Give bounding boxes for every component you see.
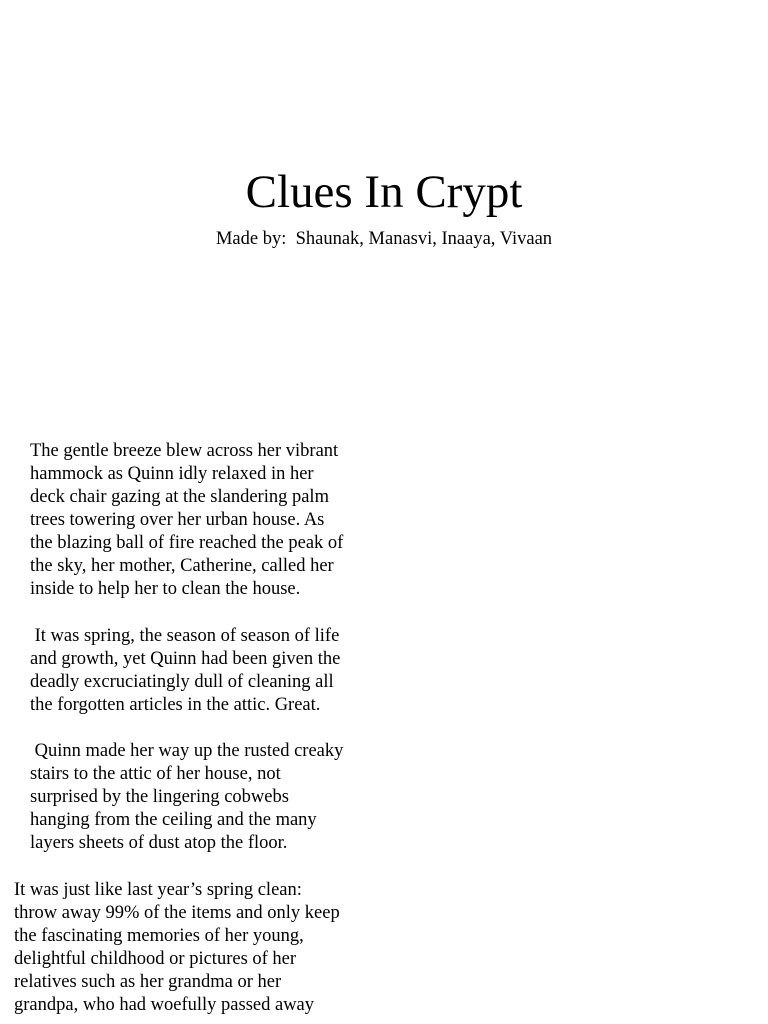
story-paragraph-4: It was just like last year’s spring clean: throw away 99% of the items and only keep the fascinating memories of her young, delightful childhood or pictures of her relatives such as her grandma or her grandpa, who had woefully passed away — [14, 880, 340, 1015]
story-paragraph-2: It was spring, the season of season of life and growth, yet Quinn had been given the deadly excruciatingly dull of cleaning all the forgotten articles in the attic. Great. — [30, 626, 341, 715]
story-paragraph-3: Quinn made her way up the rusted creaky stairs to the attic of her house, not surprised by the lingering cobwebs hanging from the ceiling and the many layers sheets of dust atop the floor. — [30, 741, 344, 853]
document-title: Clues In Crypt — [245, 166, 523, 218]
story-paragraph-1: The gentle breeze blew across her vibrant hammock as Quinn idly relaxed in her deck chair gazing at the slandering palm trees towering over her urban house. As the blazing ball of fire reached the peak of the sky, her mother, Catherine, called her inside to help her to clean the house. — [30, 441, 344, 599]
document-subtitle: Made by: Shaunak, Manasvi, Inaaya, Vivaan — [215, 229, 553, 249]
